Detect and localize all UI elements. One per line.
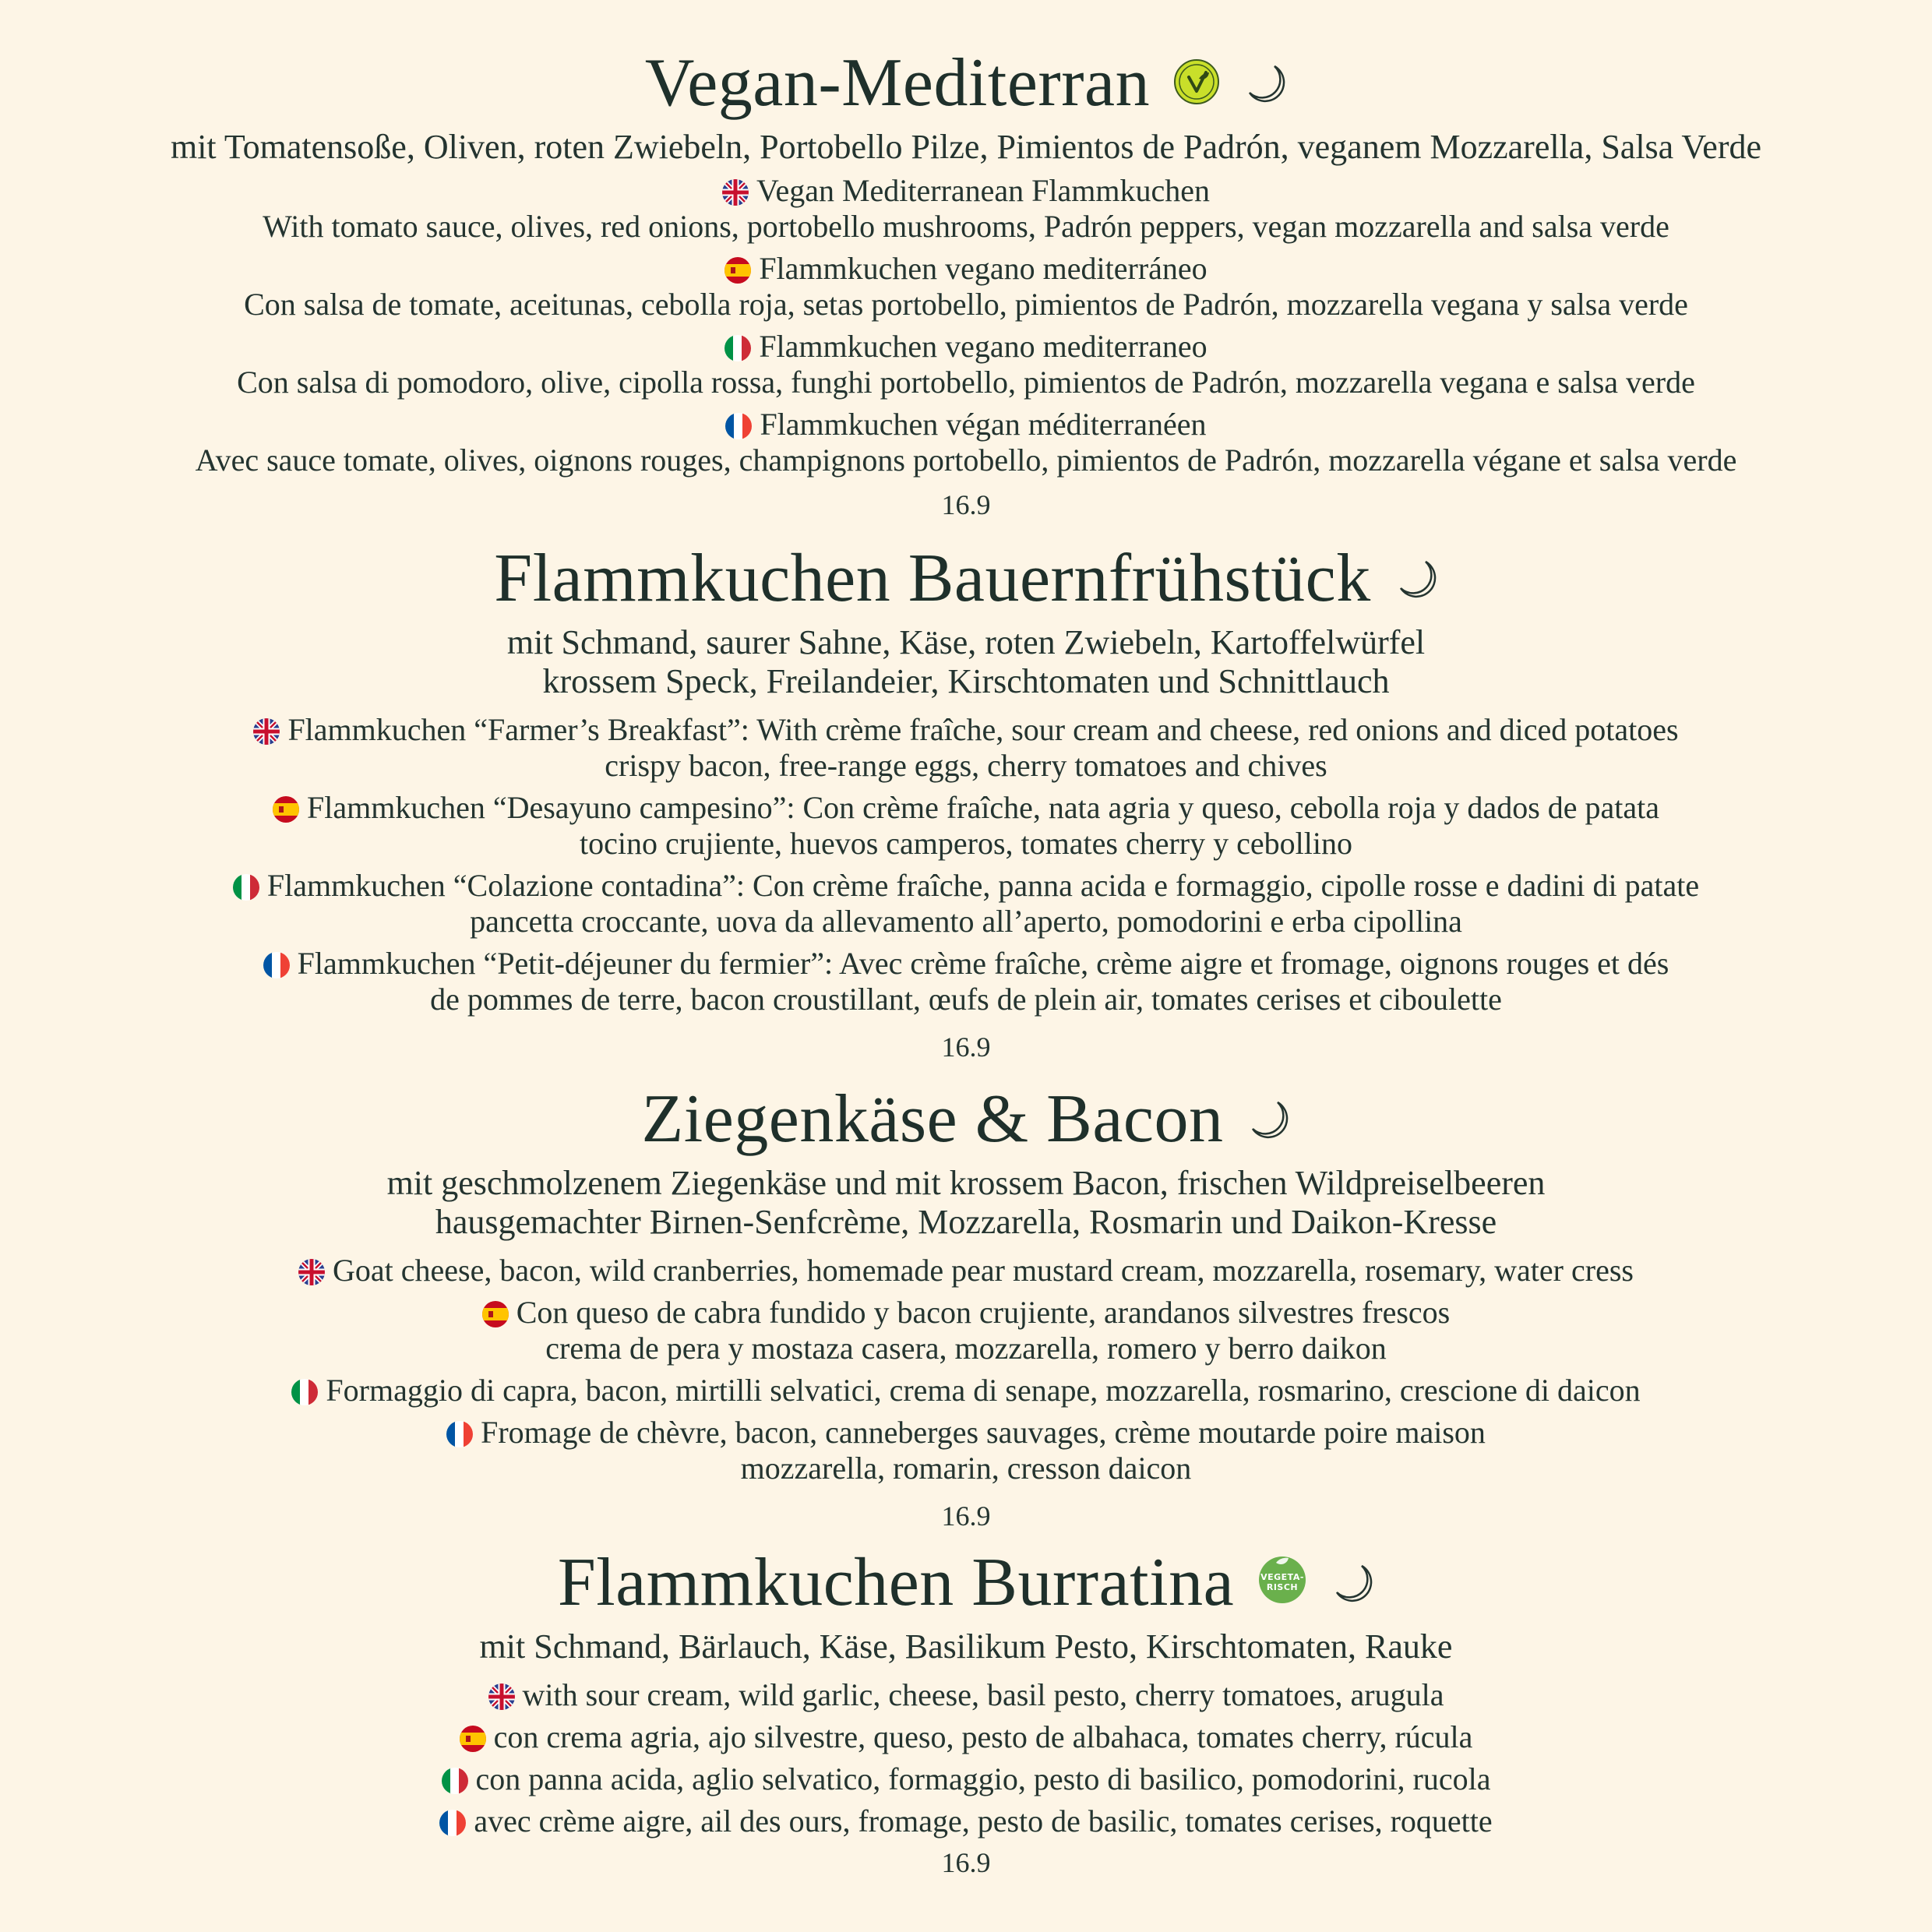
translation-es [0,1295,1932,1366]
svg-text:RISCH: RISCH [1267,1582,1299,1592]
italy-flag-icon [442,1768,468,1794]
translation-text: Con queso de cabra fundido y bacon crujiente, arandanos silvestres frescos [516,1295,1451,1330]
translation-it [0,1761,1932,1797]
dish-title: Vegan-Mediterran [644,45,1151,121]
vegetarian-badge-icon [1257,1540,1307,1626]
translation-text: with sour cream, wild garlic, cheese, basil pesto, cherry tomatoes, arugula [522,1677,1444,1712]
dish-title-row [0,1077,1932,1162]
svg-text:VEGETA-: VEGETA- [1260,1572,1305,1582]
uk-flag-icon [722,179,749,206]
dish-title: Flammkuchen Bauernfrühstück [494,541,1371,616]
spain-flag-icon [273,796,299,823]
dish-description-de: mit Schmand, saurer Sahne, Käse, roten Zwiebeln, Kartoffelwürfel [506,623,1426,661]
crescent-moon-icon [1243,41,1287,126]
france-flag-icon [725,413,752,439]
translation-text: con crema agria, ajo silvestre, queso, pesto de albahaca, tomates cherry, rúcula [493,1719,1473,1754]
dish-description-de: krossem Speck, Freilandeier, Kirschtomaten und Schnittlauch [542,662,1390,700]
italy-flag-icon [291,1379,318,1405]
translation-text: Flammkuchen “Farmer’s Breakfast”: With crème fraîche, sour cream and cheese, red onions and diced potatoes [287,712,1679,747]
translation-text: Con salsa di pomodoro, olive, cipolla rossa, funghi portobello, pimientos de Padrón, mozzarella vegana e salsa verde [237,365,1695,400]
dish-burratina [0,1540,1932,1878]
translation-es [0,251,1932,323]
translation-text: With tomato sauce, olives, red onions, portobello mushrooms, Padrón peppers, vegan mozzarella and salsa verde [263,209,1669,244]
translation-fr [0,946,1932,1017]
translation-en [0,1677,1932,1713]
dish-title: Flammkuchen Burratina [557,1545,1235,1620]
translation-text: Con salsa de tomate, aceitunas, cebolla roja, setas portobello, pimientos de Padrón, mozzarella vegana y salsa verde [244,287,1688,322]
translation-text: mozzarella, romarin, cresson daicon [740,1451,1192,1486]
translation-title: Flammkuchen vegano mediterráneo [759,251,1208,286]
translation-title: Flammkuchen vegano mediterraneo [759,329,1208,364]
translation-it [0,329,1932,400]
translation-fr [0,1803,1932,1839]
translation-en [0,1253,1932,1289]
translation-text: Flammkuchen “Petit-déjeuner du fermier”: Avec crème fraîche, crème aigre et fromage, oignons rouges et dés [297,946,1669,981]
italy-flag-icon [233,874,259,901]
translation-en [0,712,1932,784]
spain-flag-icon [460,1726,486,1752]
uk-flag-icon [298,1259,325,1285]
translation-text: Fromage de chèvre, bacon, canneberges sauvages, crème moutarde poire maison [481,1415,1486,1450]
translation-text: crema de pera y mostaza casera, mozzarella, romero y berro daikon [545,1331,1387,1366]
spain-flag-icon [724,257,751,284]
dish-ziegenkaese-bacon [0,1077,1932,1532]
dish-price: 16.9 [941,489,991,520]
translation-text: avec crème aigre, ail des ours, fromage, pesto de basilic, tomates cerises, roquette [474,1803,1493,1839]
translation-text: Formaggio di capra, bacon, mirtilli selvatici, crema di senape, mozzarella, rosmarino, crescione di daicon [326,1373,1641,1408]
translation-text: pancetta croccante, uova da allevamento all’aperto, pomodorini e erba cipollina [470,904,1462,939]
translation-fr [0,1415,1932,1486]
dish-description-de: hausgemachter Birnen-Senfcrème, Mozzarella, Rosmarin und Daikon-Kresse [435,1203,1497,1241]
translation-it [0,1373,1932,1408]
translation-text: tocino crujiente, huevos camperos, tomates cherry y cebollino [580,826,1352,861]
dish-description-de: mit Tomatensoße, Oliven, roten Zwiebeln, Portobello Pilze, Pimientos de Padrón, veganem Mozzarella, Salsa Verde [170,128,1762,166]
spain-flag-icon [482,1301,509,1327]
france-flag-icon [263,952,290,978]
translation-text: Goat cheese, bacon, wild cranberries, homemade pear mustard cream, mozzarella, rosemary, water cress [333,1253,1634,1288]
translation-es [0,1719,1932,1755]
translation-es [0,790,1932,862]
dish-vegan-mediterran [0,41,1932,520]
translation-title: Flammkuchen végan méditerranéen [760,407,1207,442]
translation-text: Avec sauce tomate, olives, oignons rouges, champignons portobello, pimientos de Padrón, mozzarella végane et salsa verde [195,442,1737,478]
italy-flag-icon [724,335,751,361]
translation-text: crispy bacon, free-range eggs, cherry tomatoes and chives [605,748,1327,783]
crescent-moon-icon [1331,1540,1374,1626]
translation-en [0,173,1932,245]
dish-price: 16.9 [941,1847,991,1878]
crescent-moon-icon [1246,1077,1290,1162]
dish-title: Ziegenkäse & Bacon [641,1081,1224,1157]
translation-title: Vegan Mediterranean Flammkuchen [756,173,1210,208]
dish-title-row [0,1540,1932,1626]
dish-description-de: mit geschmolzenem Ziegenkäse und mit krossem Bacon, frischen Wildpreiselbeeren [386,1164,1546,1202]
france-flag-icon [439,1810,466,1836]
uk-flag-icon [253,718,280,745]
translation-fr [0,407,1932,478]
translation-text: Flammkuchen “Colazione contadina”: Con crème fraîche, panna acida e formaggio, cipolle rosse e dadini di patate [266,868,1700,903]
france-flag-icon [446,1421,473,1447]
dish-price: 16.9 [941,1031,991,1063]
translation-it [0,868,1932,940]
translation-text: de pommes de terre, bacon croustillant, œufs de plein air, tomates cerises et ciboulette [430,982,1502,1017]
dish-price: 16.9 [941,1500,991,1532]
dish-title-row [0,41,1932,126]
dish-description-de: mit Schmand, Bärlauch, Käse, Basilikum Pesto, Kirschtomaten, Rauke [479,1627,1453,1666]
dish-bauernfruehstueck [0,536,1932,1063]
vegan-leaf-badge-icon [1173,41,1220,126]
uk-flag-icon [488,1683,515,1710]
translation-text: con panna acida, aglio selvatico, formaggio, pesto di basilico, pomodorini, rucola [475,1761,1491,1796]
dish-title-row [0,536,1932,622]
translation-text: Flammkuchen “Desayuno campesino”: Con crème fraîche, nata agria y queso, cebolla roja y dados de patata [307,790,1659,825]
crescent-moon-icon [1394,536,1438,622]
